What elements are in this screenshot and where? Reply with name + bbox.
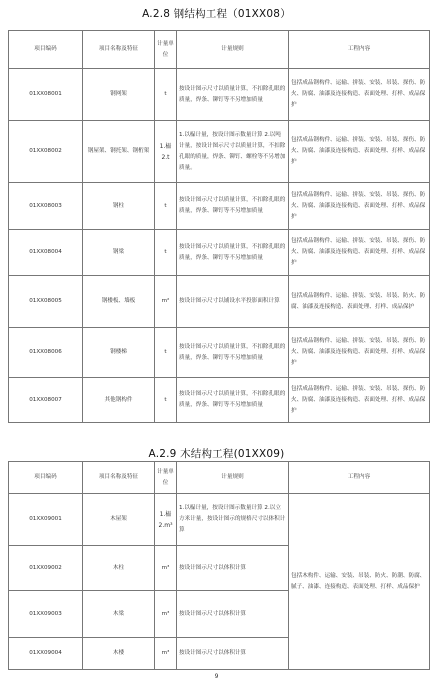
row-unit: t [155, 328, 177, 378]
row-unit: 1.榀 2.t [155, 121, 177, 183]
table-row [9, 494, 430, 546]
header-content: 工程内容 [289, 31, 430, 69]
steel-structure-table [8, 30, 430, 423]
row-content: 包括成品钢构件、运输、拼装、安装、吊装、防火、防腐、油漆及连接构造、表面处理、打样、成品保护 [289, 276, 430, 328]
row-unit: t [155, 230, 177, 276]
header-unit: 计量单位 [155, 31, 177, 69]
row-code: 01XX09004 [9, 638, 83, 670]
row-code: 01XX09003 [9, 591, 83, 638]
row-name: 钢网架 [83, 69, 155, 121]
header-rule: 计量规则 [177, 31, 289, 69]
row-code: 01XX08006 [9, 328, 83, 378]
header-rule: 计量规则 [177, 462, 289, 494]
table-row [9, 121, 430, 183]
table-row [9, 230, 430, 276]
row-content: 包括成品钢构件、运输、拼装、安装、吊装、探伤、防火、防腐、油漆及连接构造、表面处理、打样、成品保护 [289, 121, 430, 183]
timber-structure-table [8, 461, 430, 670]
row-code: 01XX08001 [9, 69, 83, 121]
row-name: 木屋架 [83, 494, 155, 546]
row-content: 包括成品钢构件、运输、拼装、安装、吊装、探伤、防火、防腐、油漆及连接构造、表面处理、打样、成品保护 [289, 69, 430, 121]
section-title-timber: A.2.9 木结构工程(01XX09) [148, 448, 285, 460]
row-content: 包括成品钢构件、运输、拼装、安装、吊装、探伤、防火、防腐、油漆及连接构造、表面处理、打样、成品保护 [289, 378, 430, 423]
row-code: 01XX09002 [9, 546, 83, 591]
table-row [9, 69, 430, 121]
section-title-steel: A.2.8 钢结构工程（01XX08） [142, 8, 291, 20]
table-header-row [9, 462, 430, 494]
row-code: 01XX08004 [9, 230, 83, 276]
row-rule: 按设计图示尺寸以质量计算，不扣除孔眼的质量，焊条、铆钉等不另增加质量 [177, 183, 289, 230]
row-rule: 按设计图示尺寸以体积计算 [177, 638, 289, 670]
row-content: 包括木构件、运输、安装、吊装、防火、防潮、防腐、腻子、油漆、连接构造、表面处理、打样、成品保护 [289, 494, 430, 670]
row-content: 包括成品钢构件、运输、拼装、安装、吊装、探伤、防火、防腐、油漆及连接构造、表面处理、打样、成品保护 [289, 328, 430, 378]
row-content: 包括成品钢构件、运输、拼装、安装、吊装、探伤、防火、防腐、油漆及连接构造、表面处理、打样、成品保护 [289, 230, 430, 276]
row-rule: 按设计图示尺寸以质量计算，不扣除孔眼的质量，焊条、铆钉等不另增加质量 [177, 328, 289, 378]
row-unit: t [155, 69, 177, 121]
row-unit: m³ [155, 638, 177, 670]
row-rule: 按设计图示尺寸以质量计算，不扣除孔眼的质量，焊条、铆钉等不另增加质量 [177, 69, 289, 121]
row-code: 01XX08005 [9, 276, 83, 328]
header-content: 工程内容 [289, 462, 430, 494]
row-name: 钢屋架、钢托架、钢桁架 [83, 121, 155, 183]
header-unit: 计量单位 [155, 462, 177, 494]
header-code: 项目编码 [9, 462, 83, 494]
row-name: 木梁 [83, 591, 155, 638]
row-rule: 按设计图示尺寸以质量计算，不扣除孔眼的质量，焊条、铆钉等不另增加质量 [177, 378, 289, 423]
row-name: 钢梁 [83, 230, 155, 276]
row-name: 钢楼板、墙板 [83, 276, 155, 328]
row-name: 钢楼梯 [83, 328, 155, 378]
table-row [9, 378, 430, 423]
row-rule: 按设计图示尺寸以体积计算 [177, 546, 289, 591]
row-unit: t [155, 378, 177, 423]
row-unit: m³ [155, 591, 177, 638]
row-code: 01XX08007 [9, 378, 83, 423]
table-row [9, 276, 430, 328]
row-name: 其他钢构件 [83, 378, 155, 423]
row-code: 01XX09001 [9, 494, 83, 546]
row-rule: 1.以榀计量，按设计图示数量计算 2.以吨计量，按设计图示尺寸以质量计算，不扣除孔眼的质量，焊条、铆钉、螺栓等不另增加质量。 [177, 121, 289, 183]
header-name: 项目名称及特征 [83, 462, 155, 494]
page-number: 9 [214, 673, 219, 680]
row-code: 01XX08002 [9, 121, 83, 183]
table-row [9, 328, 430, 378]
row-rule: 按设计图示尺寸以质量计算，不扣除孔眼的质量，焊条、铆钉等不另增加质量 [177, 230, 289, 276]
row-unit: t [155, 183, 177, 230]
header-code: 项目编码 [9, 31, 83, 69]
row-code: 01XX08003 [9, 183, 83, 230]
row-rule: 按设计图示尺寸以体积计算 [177, 591, 289, 638]
row-name: 木楼 [83, 638, 155, 670]
row-rule: 按设计图示尺寸以铺设水平投影面积计算 [177, 276, 289, 328]
row-name: 木柱 [83, 546, 155, 591]
header-name: 项目名称及特征 [83, 31, 155, 69]
row-content: 包括成品钢构件、运输、拼装、安装、吊装、探伤、防火、防腐、油漆及连接构造、表面处理、打样、成品保护 [289, 183, 430, 230]
row-rule: 1.以榀计量，按设计图示数量计算 2.以立方米计量，按设计图示的规格尺寸以体积计算 [177, 494, 289, 546]
row-unit: m² [155, 276, 177, 328]
table-row [9, 183, 430, 230]
row-unit: m³ [155, 546, 177, 591]
row-name: 钢柱 [83, 183, 155, 230]
table-header-row [9, 31, 430, 69]
row-unit: 1.榀 2.m³ [155, 494, 177, 546]
